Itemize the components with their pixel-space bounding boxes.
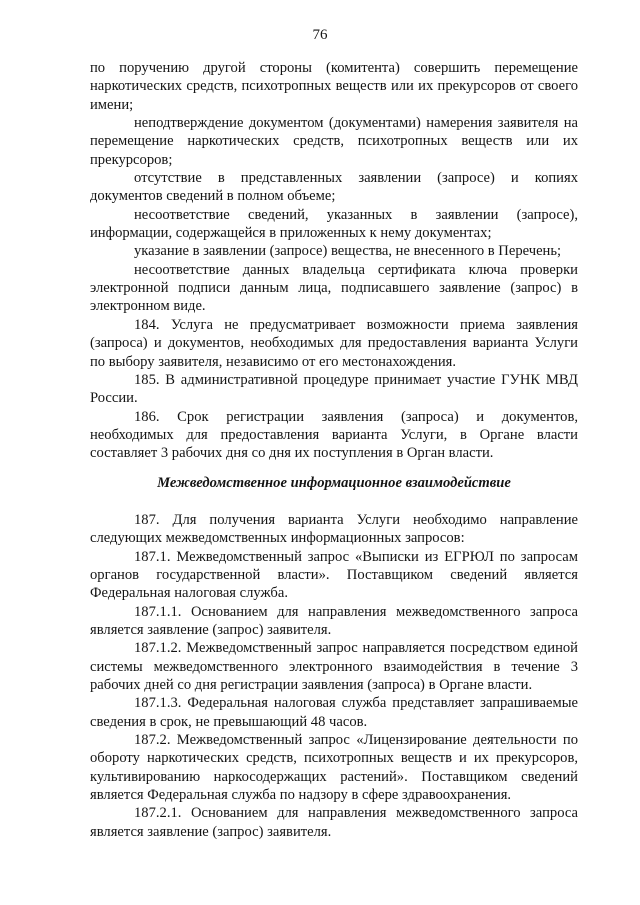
document-body — [90, 59, 578, 841]
paragraph: несоответствие сведений, указанных в заявлении (запросе), информации, содержащейся в приложенных к нему документах; — [90, 206, 578, 242]
paragraph: по поручению другой стороны (комитента) совершить перемещение наркотических средств, психотропных веществ или их прекурсоров от своего имени; — [90, 60, 578, 113]
paragraph-187: 187. Для получения варианта Услуги необходимо направление следующих межведомственных информационных запросов: — [90, 511, 578, 547]
paragraph-187-1-2: 187.1.2. Межведомственный запрос направляется посредством единой системы межведомственного электронного взаимодействия в течение 3 рабочих дней со дня регистрации заявления (запроса) в Органе власти. — [90, 640, 578, 693]
paragraph: неподтверждение документом (документами) намерения заявителя на перемещение наркотических средств, психотропных веществ или их прекурсоров; — [90, 115, 578, 168]
paragraph-187-1-1: 187.1.1. Основанием для направления межведомственного запроса является заявление (запрос) заявителя. — [90, 603, 578, 638]
paragraph-187-2-1: 187.2.1. Основанием для направления межведомственного запроса является заявление (запрос) заявителя. — [90, 805, 578, 840]
paragraph-187-1: 187.1. Межведомственный запрос «Выписки из ЕГРЮЛ по запросам органов государственной власти». Поставщиком сведений является Федеральная налоговая служба. — [90, 548, 578, 602]
page-number: 76 — [312, 27, 328, 43]
paragraph-187-2: 187.2. Межведомственный запрос «Лицензирование деятельности по обороту наркотических средств, психотропных веществ и их прекурсоров, культивированию наркосодержащих растений». Поставщиком сведений является Федеральная служба по надзору в сфере здравоохранения. — [90, 732, 578, 804]
paragraph-185: 185. В административной процедуре принимает участие ГУНК МВД России. — [90, 371, 578, 407]
paragraph-186: 186. Срок регистрации заявления (запроса) и документов, необходимых для предоставления варианта Услуги, в Органе власти составляет 3 рабочих дня со дня их поступления в Орган власти. — [90, 408, 578, 462]
paragraph: указание в заявлении (запросе) вещества, не внесенного в Перечень; — [134, 243, 562, 260]
paragraph-184: 184. Услуга не предусматривает возможности приема заявления (запроса) и документов, необходимых для предоставления варианта Услуги по выбору заявителя, независимо от его местонахождения. — [90, 316, 578, 370]
section-heading: Межведомственное информационное взаимодействие — [157, 474, 511, 491]
paragraph: несоответствие данных владельца сертификата ключа проверки электронной подписи данным лица, подписавшего заявление (запрос) в электронном виде. — [90, 261, 578, 315]
paragraph: отсутствие в представленных заявлении (запросе) и копиях документов сведений в полном объеме; — [90, 170, 578, 205]
paragraph-187-1-3: 187.1.3. Федеральная налоговая служба представляет запрашиваемые сведения в срок, не превышающий 48 часов. — [90, 695, 578, 730]
